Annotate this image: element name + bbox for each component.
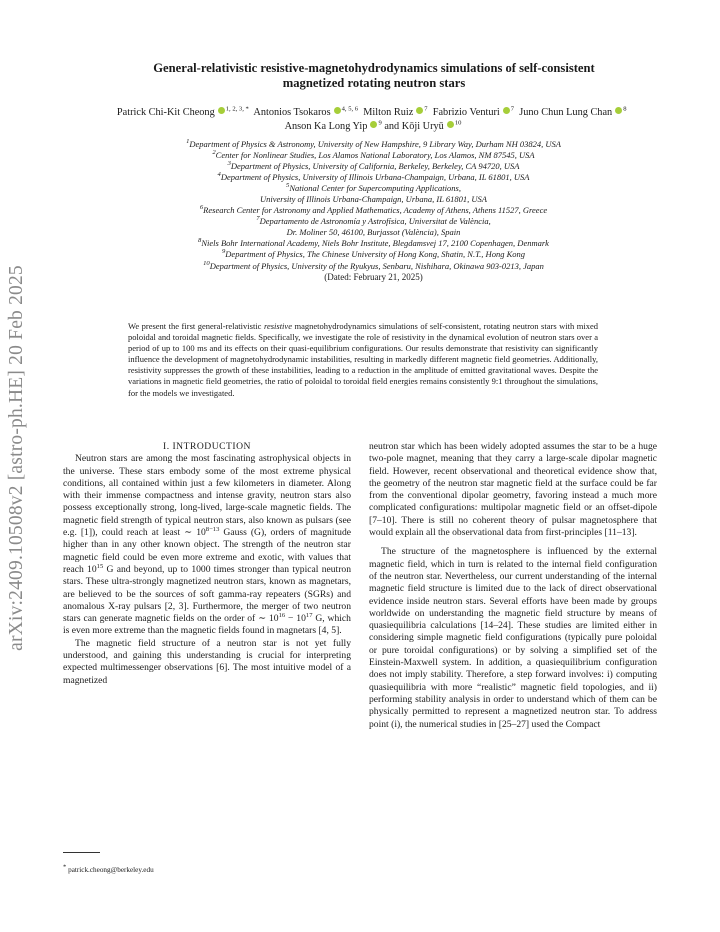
- author-affil-marks: 7: [424, 105, 428, 113]
- paragraph: The magnetic field structure of a neutron star is not yet fully understood, and gaining this understanding is crucial for interpreting expected multimessenger observations [6]. The most intuitive model of a magnetized: [63, 637, 351, 686]
- orcid-icon[interactable]: [615, 107, 622, 114]
- author-name: Kōji Uryū: [401, 121, 444, 132]
- affiliation: $^5$National Center for Supercomputing Applications,: [286, 182, 461, 194]
- author-name: Patrick Chi-Kit Cheong: [116, 107, 215, 118]
- author-affil-marks: 4, 5, 6: [341, 105, 359, 113]
- affiliation: $^4$Department of Physics, University of Illinois Urbana-Champaign, Urbana, IL 61801, USA: [217, 171, 530, 183]
- orcid-icon[interactable]: [503, 107, 510, 114]
- author-affil-marks: 1, 2, 3, *: [225, 105, 249, 113]
- paragraph: The structure of the magnetosphere is influenced by the external magnetic field, which in turn is related to the internal field configuration of the neutron star. Nevertheless, our current understanding of the internal magnetic field structure is limited due to the lack of direct observational evidence inside neutron stars. Several efforts have been made by groups worldwide on understanding the magnetic field structure by means of quasiequilibria calculations [14–24]. These studies are limited either in considering simple magnetic field configurations (typically pure poloidal or pure toroidal configurations) or by solving a simplified set of the Einstein-Maxwell system. In addition, a quasiequilibrium configuration does not imply stability. Therefore, a step forward involves: i) computing quasiequilibria with more “realistic” magnetic field topologies, and ii) performing stability analysis in order to understand which of them can be physically permitted to represent a magnetized neutron star. To address point (i), the numerical studies in [25–27] used the Compact: [369, 546, 657, 730]
- affiliation: $^2$Center for Nonlinear Studies, Los Alamos National Laboratory, Los Alamos, NM 87545, USA: [212, 149, 535, 161]
- arxiv-identifier[interactable]: arXiv:2409.10508v2 [astro-ph.HE] 20 Feb 2025: [6, 265, 27, 651]
- author-list: [110, 106, 636, 134]
- footnote: * patrick.cheong@berkeley.edu: [63, 863, 154, 874]
- author-name: Milton Ruiz: [363, 107, 414, 118]
- author-affil-marks: 7: [510, 105, 515, 113]
- date-line: (Dated: February 21, 2025): [324, 271, 423, 282]
- author-affil-marks: 10: [454, 119, 462, 127]
- affiliation: $^3$Department of Physics, University of California, Berkeley, Berkeley, CA 94720, USA: [227, 160, 520, 172]
- affiliation: University of Illinois Urbana-Champaign, Urbana, IL 61801, USA: [260, 194, 487, 205]
- affiliation: $^1$Department of Physics & Astronomy, University of New Hampshire, 9 Library Way, Durham NH 03824, USA: [186, 138, 561, 149]
- orcid-icon[interactable]: [370, 121, 377, 128]
- author-name: Fabrizio Venturi: [432, 107, 500, 118]
- affiliation: Dr. Moliner 50, 46100, Burjassot (València), Spain: [286, 227, 461, 238]
- left-column: [63, 441, 351, 687]
- affiliation: $^6$Research Center for Astronomy and Applied Mathematics, Academy of Athens, Athens 11527, Greece: [199, 204, 548, 216]
- author-affil-marks: 8: [623, 105, 627, 113]
- orcid-icon[interactable]: [447, 121, 454, 128]
- paper-title: [78, 61, 670, 91]
- footnote-rule: [63, 852, 100, 853]
- affiliation-list: [90, 139, 657, 283]
- right-column: [369, 441, 657, 731]
- title-line-1: General-relativistic resistive-magnetohydrodynamics simulations of self-consistent: [153, 61, 595, 75]
- section-heading: I. INTRODUCTION: [163, 441, 251, 452]
- title-line-2: magnetized rotating neutron stars: [282, 76, 466, 90]
- email-link[interactable]: patrick.cheong@berkeley.edu: [68, 866, 154, 874]
- orcid-icon[interactable]: [334, 107, 341, 114]
- author-name: Antonios Tsokaros: [253, 107, 331, 118]
- affiliation: $^7$Departamento de Astronomía y Astrofísica, Universitat de València,: [256, 215, 491, 227]
- paragraph: neutron star which has been widely adopted assumes the star to be a huge two-pole magnet, meaning that they carry a large-scale dipolar magnetic field. However, recent observational and theoretical evidence show that, the geometry of the neutron star magnetic field at the surface could be far from the conventional dipolar geometry, favoring instead a much more complicated configurations: multipolar magnetic field or an offset-dipole [7–10]. There is still no coherent theory of pulsar magnetosphere that would explain all the observational data from first-principles [11–13].: [369, 441, 657, 539]
- abstract: We present the first general-relativistic resistive magnetohydrodynamics simulations of self-consistent, rotating neutron stars with mixed poloidal and toroidal magnetic fields. Specifically, we investigate the role of resistivity in the dynamical evolution of neutron stars over a period of up to 100 ms and its effects on their quasi-equilibrium configurations. Our results demonstrate that resistivity can significantly influence the development of magnetohydrodynamic instabilities, resulting in markedly different magnetic field geometries. Additionally, resistivity suppresses the growth of these instabilities, leading to a reduction in the amplitude of emitted gravitational waves. Despite the variations in magnetic field geometries, the ratio of poloidal to toroidal field energies remains consistently 9:1 throughout the simulations, for the models we investigated.: [128, 321, 598, 398]
- author-affil-marks: 9: [378, 119, 382, 127]
- affiliation: $^9$Department of Physics, The Chinese University of Hong Kong, Shatin, N.T., Hong Kong: [222, 248, 525, 260]
- orcid-icon[interactable]: [416, 107, 423, 114]
- author-name: Anson Ka Long Yip: [284, 121, 368, 132]
- author-name: Juno Chun Lung Chan: [519, 107, 613, 118]
- authors-joiner: and: [384, 121, 400, 132]
- affiliation: $^8$Niels Bohr International Academy, Niels Bohr Institute, Blegdamsvej 17, 2100 Copenhagen, Denmark: [198, 237, 549, 249]
- affiliation: $^{10}$Department of Physics, University of the Ryukyus, Senbaru, Nishihara, Okinawa 903-0213, Japan: [203, 259, 544, 271]
- paragraph: Neutron stars are among the most fascinating astrophysical objects in the universe. These stars embody some of the most extreme physical conditions, all contained within just a few kilometers in diameter. Along with their immense compactness and intense gravity, neutron stars also possess exceptionally strong, long-lived, large-scale magnetic fields. The magnetic field strength of typical neutron stars, also known as pulsars (see e.g. [1]), could reach at least ∼ $10^{8-13}$ Gauss (G), orders of magnitude higher than in any other known object. The strength of the neutron star magnetic field could be even more extreme and exotic, with values that reach $10^{15}$ G and beyond, up to 1000 times stronger than typical neutron stars. These ultra-strongly magnetized neutron stars, known as magnetars, are believed to be the sources of soft gamma-ray repeaters (SGRs) and anomalous X-ray pulsars [2, 3]. Furthermore, the merger of two neutron stars can generate magnetic fields on the order of ∼ $10^{16} - 10^{17}$ G, which is even more extreme than the magnetic fields found in magnetars [4, 5].: [63, 453, 352, 637]
- orcid-icon[interactable]: [218, 107, 225, 114]
